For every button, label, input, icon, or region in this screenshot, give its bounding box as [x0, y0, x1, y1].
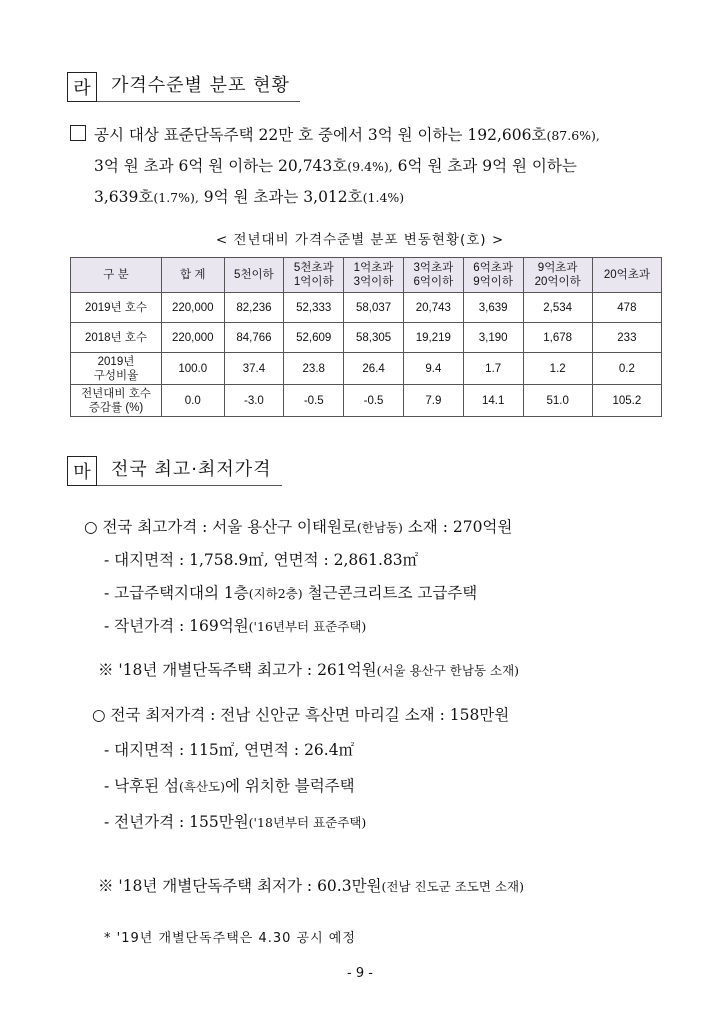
section-heading-ra: [67, 71, 300, 102]
lowest-price-heading: ○ 전국 최저가격 : 전남 신안군 흑산면 마리길 소재 : 158만원: [92, 706, 510, 724]
summary-paragraph: [70, 120, 660, 213]
section-marker: 마: [67, 456, 97, 486]
table-cell: 1.7: [463, 353, 523, 385]
table-row: [71, 353, 662, 385]
highest-area-line: - 대지면적 : 1,758.9㎡, 연면적 : 2,861.83㎡: [104, 551, 419, 569]
table-cell: 220,000: [162, 323, 225, 353]
para-line-1: 공시 대상 표준단독주택 22만 호 중에서 3억 원 이하는 192,606호(87.6%),: [70, 120, 660, 151]
column-header: 3억초과 6억이하: [403, 258, 463, 293]
lowest-area-line: - 대지면적 : 115㎡, 연면적 : 26.4㎡: [104, 741, 355, 759]
row-label: 전년대비 호수 증감률 (%): [71, 385, 162, 417]
highest-structure-line: - 고급주택지대의 1층(지하2층) 철근콘크리트조 고급주택: [104, 584, 478, 602]
table-cell: 20,743: [403, 293, 463, 323]
table-cell: 9.4: [403, 353, 463, 385]
table-cell: -0.5: [344, 385, 404, 417]
table-cell: 100.0: [162, 353, 225, 385]
lowest-note: ※ '18년 개별단독주택 최저가 : 60.3만원(전남 진도군 조도면 소재): [98, 877, 524, 895]
highest-price-heading: ○ 전국 최고가격 : 서울 용산구 이태원로(한남동) 소재 : 270억원: [84, 518, 513, 536]
section-marker: 라: [67, 72, 97, 102]
table-cell: 84,766: [224, 323, 284, 353]
column-header: 구 분: [71, 258, 162, 293]
section-title: 가격수준별 분포 현황: [97, 71, 300, 102]
table-cell: 3,190: [463, 323, 523, 353]
checkbox-bullet-icon: [70, 125, 86, 141]
table-cell: 233: [592, 323, 661, 353]
highest-note: ※ '18년 개별단독주택 최고가 : 261억원(서울 용산구 한남동 소재): [98, 661, 520, 679]
table-cell: 82,236: [224, 293, 284, 323]
table-cell: 220,000: [162, 293, 225, 323]
table-cell: 1,678: [523, 323, 592, 353]
page-number: - 9 -: [347, 966, 373, 981]
table-cell: 58,037: [344, 293, 404, 323]
column-header: 5천초과 1억이하: [284, 258, 344, 293]
table-header-row: [71, 258, 662, 293]
column-header: 1억초과 3억이하: [344, 258, 404, 293]
column-header: 합 계: [162, 258, 225, 293]
table-cell: 58,305: [344, 323, 404, 353]
row-label: 2018년 호수: [71, 323, 162, 353]
table-row: [71, 293, 662, 323]
highest-last-year-line: - 작년가격 : 169억원('16년부터 표준주택): [104, 617, 367, 635]
table-cell: 105.2: [592, 385, 661, 417]
table-cell: -0.5: [284, 385, 344, 417]
price-distribution-table: [70, 257, 662, 417]
table-row: [71, 323, 662, 353]
table-cell: 14.1: [463, 385, 523, 417]
table-cell: 26.4: [344, 353, 404, 385]
table-cell: 1.2: [523, 353, 592, 385]
table-cell: 3,639: [463, 293, 523, 323]
column-header: 20억초과: [592, 258, 661, 293]
column-header: 9억초과 20억이하: [523, 258, 592, 293]
table-cell: 52,333: [284, 293, 344, 323]
table-row: [71, 385, 662, 417]
table-cell: 0.0: [162, 385, 225, 417]
column-header: 6억초과 9억이하: [463, 258, 523, 293]
table-cell: -3.0: [224, 385, 284, 417]
table-caption: < 전년대비 가격수준별 분포 변동현황(호) >: [215, 232, 505, 248]
row-label: 2019년 구성비율: [71, 353, 162, 385]
para-line-3: 3,639호(1.7%), 9억 원 초과는 3,012호(1.4%): [94, 188, 405, 206]
table-cell: 7.9: [403, 385, 463, 417]
table-cell: 52,609: [284, 323, 344, 353]
table-cell: 478: [592, 293, 661, 323]
row-label: 2019년 호수: [71, 293, 162, 323]
lowest-last-year-line: - 전년가격 : 155만원('18년부터 표준주택): [104, 813, 367, 831]
table-cell: 51.0: [523, 385, 592, 417]
table-cell: 0.2: [592, 353, 661, 385]
para-line-2: 3억 원 초과 6억 원 이하는 20,743호(9.4%), 6억 원 초과 9억 원 이하는: [94, 157, 577, 175]
table-cell: 37.4: [224, 353, 284, 385]
table-cell: 2,534: [523, 293, 592, 323]
footnote: * '19년 개별단독주택은 4.30 공시 예정: [104, 931, 356, 946]
column-header: 5천이하: [224, 258, 284, 293]
section-heading-ma: [67, 455, 282, 486]
table-cell: 19,219: [403, 323, 463, 353]
lowest-structure-line: - 낙후된 섬(흑산도)에 위치한 블럭주택: [104, 777, 355, 795]
table-cell: 23.8: [284, 353, 344, 385]
section-title: 전국 최고·최저가격: [97, 455, 282, 486]
